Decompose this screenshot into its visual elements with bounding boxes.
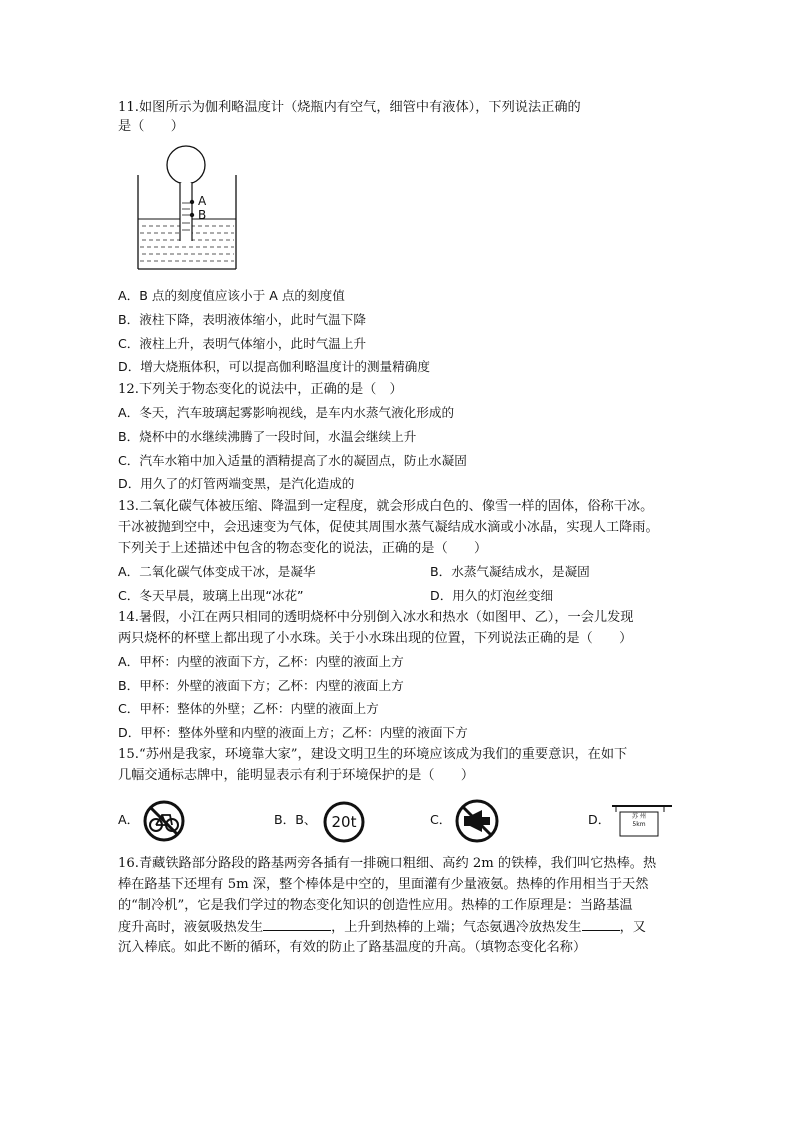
q11-option-d: D．增大烧瓶体积，可以提高伽利略温度计的测量精确度: [118, 359, 430, 374]
distance-sign-text-2: 5km: [632, 821, 646, 828]
q11-stem-line1: 11.如图所示为伽利略温度计（烧瓶内有空气，细管中有液体），下列说法正确的: [118, 100, 581, 115]
q13-stem-line2: 干冰被抛到空中，会迅速变为气体，促使其周围水蒸气凝结成水滴或小冰晶，实现人工降雨。: [118, 520, 659, 535]
q14-stem-line1: 14.暑假，小江在两只相同的透明烧杯中分别倒入冰水和热水（如图甲、乙），一会儿发现: [118, 610, 634, 625]
galileo-thermometer-figure: [136, 145, 256, 275]
q16-line1: 16.青藏铁路部分路段的路基两旁各插有一排碗口粗细、高约 2m 的铁棒，我们叫它热棒。热: [118, 856, 657, 871]
q15-option-c-label: C．: [430, 812, 452, 827]
q15-option-a-label: A．: [118, 812, 140, 827]
distance-sign-icon: [612, 802, 674, 838]
q13-option-c: C．冬天早晨，玻璃上出现“冰花”: [118, 588, 304, 603]
q11-option-a: A．B 点的刻度值应该小于 A 点的刻度值: [118, 288, 345, 303]
q14-stem-line2: 两只烧杯的杯壁上都出现了小水珠。关于小水珠出现的位置，下列说法正确的是（ ）: [118, 631, 633, 646]
answer-blank-2[interactable]: [582, 918, 620, 931]
q15-option-d-label: D．: [588, 812, 611, 827]
q11-option-b: B．液柱下降，表明液体缩小，此时气温下降: [118, 312, 366, 327]
no-bicycle-sign-icon: [142, 799, 186, 843]
q16-line5: 沉入棒底。如此不断的循环，有效的防止了路基温度的升高。（填物态变化名称）: [118, 940, 587, 955]
answer-blank-1[interactable]: [263, 918, 331, 931]
label-point-a: A: [198, 194, 207, 208]
q16-line4: [118, 918, 646, 937]
q16-line2: 棒在路基下还埋有 5m 深，整个棒体是中空的，里面灌有少量液氨。热棒的作用相当于天然: [118, 877, 649, 892]
q11-option-c: C．液柱上升，表明气体缩小，此时气温上升: [118, 336, 367, 351]
q16-line4-part-a: 度升高时，液氨吸热发生: [118, 920, 264, 935]
q12-stem: 12.下列关于物态变化的说法中，正确的是（ ）: [118, 382, 403, 397]
q12-option-a: A．冬天，汽车玻璃起雾影响视线，是车内水蒸气液化形成的: [118, 405, 455, 420]
q11-stem-line2: 是（ ）: [118, 119, 184, 134]
q16-line4-part-c: ，又: [619, 920, 646, 935]
q14-option-c: C．甲杯：整体的外壁；乙杯：内壁的液面上方: [118, 701, 379, 716]
q14-option-a: A．甲杯：内壁的液面下方，乙杯：内壁的液面上方: [118, 654, 404, 669]
q14-option-b: B．甲杯：外壁的液面下方；乙杯：内壁的液面上方: [118, 678, 404, 693]
no-honking-sign-icon: [454, 798, 500, 844]
q12-option-d: D．用久了的灯管两端变黑，是汽化造成的: [118, 476, 355, 491]
q13-option-a: A．二氧化碳气体变成干冰，是凝华: [118, 564, 316, 579]
q13-option-d: D．用久的灯泡丝变细: [430, 588, 554, 603]
q13-stem-line1: 13.二氧化碳气体被压缩、降温到一定程度，就会形成白色的、像雪一样的固体，俗称干冰。: [118, 499, 654, 514]
weight-limit-text: 20t: [331, 813, 357, 831]
q15-option-b-label: B．B、: [274, 812, 317, 827]
q12-option-c: C．汽车水箱中加入适量的酒精提高了水的凝固点，防止水凝固: [118, 453, 467, 468]
q12-option-b: B．烧杯中的水继续沸腾了一段时间，水温会继续上升: [118, 429, 417, 444]
label-point-b: B: [198, 208, 207, 222]
q15-stem-line2: 几幅交通标志牌中，能明显表示有利于环境保护的是（ ）: [118, 768, 475, 783]
distance-sign-text-1: 苏 州: [632, 813, 646, 820]
q16-line3: 的“制冷机”，它是我们学过的物态变化知识的创造性应用。热棒的工作原理是：当路基温: [118, 898, 633, 913]
q14-option-d: D．甲杯：整体外壁和内壁的液面上方；乙杯：内壁的液面下方: [118, 725, 468, 740]
q16-line4-part-b: ，上升到热棒的上端；气态氨遇冷放热发生: [331, 920, 582, 935]
q15-stem-line1: 15.“苏州是我家，环境靠大家”，建设文明卫生的环境应该成为我们的重要意识，在如下: [118, 747, 628, 762]
q13-option-b: B．水蒸气凝结成水，是凝固: [430, 564, 590, 579]
q13-stem-line3: 下列关于上述描述中包含的物态变化的说法，正确的是（ ）: [118, 541, 488, 556]
